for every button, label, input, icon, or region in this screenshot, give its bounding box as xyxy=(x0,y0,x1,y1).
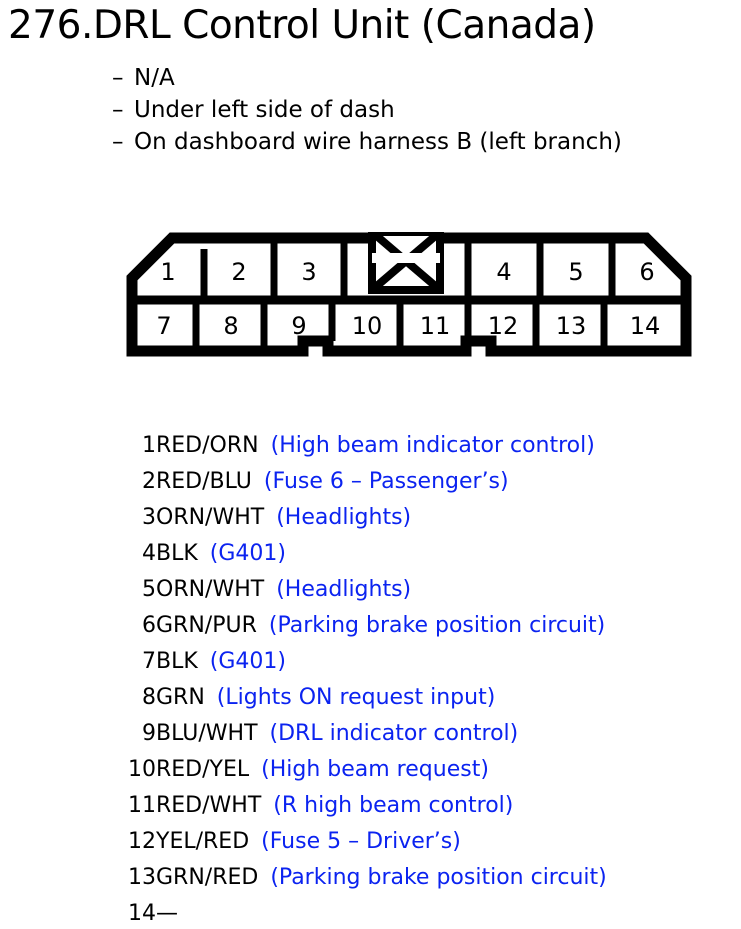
pin-wire-color: RED/ORN xyxy=(156,433,259,458)
pin-number-bottom: 7 xyxy=(156,312,172,340)
pin-number-bottom: 11 xyxy=(419,312,451,340)
pin-number-top: 4 xyxy=(496,258,512,286)
bullet-dash: – xyxy=(112,65,124,91)
pin-number: 12 xyxy=(128,829,156,854)
pin-row xyxy=(120,896,607,929)
pin-number: 3 xyxy=(142,505,156,530)
pin-description: (High beam request) xyxy=(261,757,489,782)
pin-description: (Parking brake position circuit) xyxy=(268,613,606,638)
pin-row xyxy=(120,500,607,536)
pin-row xyxy=(120,536,607,572)
pin-row xyxy=(120,428,607,464)
pin-assignment-list xyxy=(120,428,607,929)
pin-wire-color: BLK xyxy=(156,541,198,566)
pin-number-bottom: 12 xyxy=(487,312,519,340)
pin-description: (G401) xyxy=(209,649,286,674)
location-note xyxy=(112,126,622,158)
pin-row xyxy=(120,860,607,896)
pin-description: (Headlights) xyxy=(276,505,412,530)
pin-description: (G401) xyxy=(209,541,286,566)
pin-description: (Headlights) xyxy=(276,577,412,602)
pin-number: 2 xyxy=(142,469,156,494)
pin-row xyxy=(120,608,607,644)
connector-svg xyxy=(126,232,692,357)
pin-number-bottom: 9 xyxy=(291,312,307,340)
pin-number-bottom: 8 xyxy=(223,312,239,340)
pin-description: (DRL indicator control) xyxy=(269,721,519,746)
pin-wire-color: — xyxy=(156,901,178,926)
pin-description: (R high beam control) xyxy=(273,793,514,818)
pin-row xyxy=(120,788,607,824)
pin-number-top: 2 xyxy=(231,258,247,286)
pin-wire-color: GRN/RED xyxy=(156,865,259,890)
page-title: 276.DRL Control Unit (Canada) xyxy=(8,3,596,48)
pin-number-top: 1 xyxy=(160,258,176,286)
bullet-dash: – xyxy=(112,97,124,123)
pin-number-top: 3 xyxy=(301,258,317,286)
pin-row xyxy=(120,644,607,680)
pin-wire-color: RED/BLU xyxy=(156,469,252,494)
pin-wire-color: YEL/RED xyxy=(156,829,250,854)
location-note-text: On dashboard wire harness B (left branch) xyxy=(134,129,622,155)
pin-description: (Fuse 5 – Driver’s) xyxy=(261,829,461,854)
pin-row xyxy=(120,572,607,608)
location-note xyxy=(112,94,622,126)
pin-number: 1 xyxy=(142,433,156,458)
pin-wire-color: ORN/WHT xyxy=(156,577,265,602)
pin-description: (Lights ON request input) xyxy=(216,685,496,710)
pin-number: 9 xyxy=(142,721,156,746)
pin-description xyxy=(178,901,190,926)
pin-number: 4 xyxy=(142,541,156,566)
pin-row xyxy=(120,680,607,716)
pin-row xyxy=(120,824,607,860)
pin-number: 6 xyxy=(142,613,156,638)
connector-diagram xyxy=(126,232,692,357)
pin-number-top: 6 xyxy=(639,258,655,286)
pin-number: 14 xyxy=(128,901,156,926)
pin-number-bottom: 13 xyxy=(555,312,587,340)
location-note xyxy=(112,62,622,94)
pin-description: (Parking brake position circuit) xyxy=(270,865,607,890)
pin-number: 10 xyxy=(128,757,156,782)
pin-number-bottom: 10 xyxy=(351,312,383,340)
pin-row xyxy=(120,752,607,788)
pin-wire-color: GRN xyxy=(156,685,205,710)
pin-wire-color: RED/YEL xyxy=(156,757,250,782)
pin-wire-color: GRN/PUR xyxy=(156,613,257,638)
pin-wire-color: BLK xyxy=(156,649,198,674)
pin-wire-color: BLU/WHT xyxy=(156,721,258,746)
location-note-text: Under left side of dash xyxy=(134,97,395,123)
pin-number-bottom: 14 xyxy=(629,312,661,340)
pin-number: 7 xyxy=(142,649,156,674)
pin-row xyxy=(120,464,607,500)
pin-row xyxy=(120,716,607,752)
pin-wire-color: RED/WHT xyxy=(156,793,262,818)
pin-description: (High beam indicator control) xyxy=(270,433,595,458)
pin-description: (Fuse 6 – Passenger’s) xyxy=(263,469,509,494)
pin-number-top: 5 xyxy=(568,258,584,286)
pin-number: 5 xyxy=(142,577,156,602)
location-notes xyxy=(112,62,622,158)
bullet-dash: – xyxy=(112,129,124,155)
pin-number: 13 xyxy=(128,865,156,890)
pin-wire-color: ORN/WHT xyxy=(156,505,265,530)
pin-number: 11 xyxy=(128,793,156,818)
pin-number: 8 xyxy=(142,685,156,710)
location-note-text: N/A xyxy=(134,65,175,91)
